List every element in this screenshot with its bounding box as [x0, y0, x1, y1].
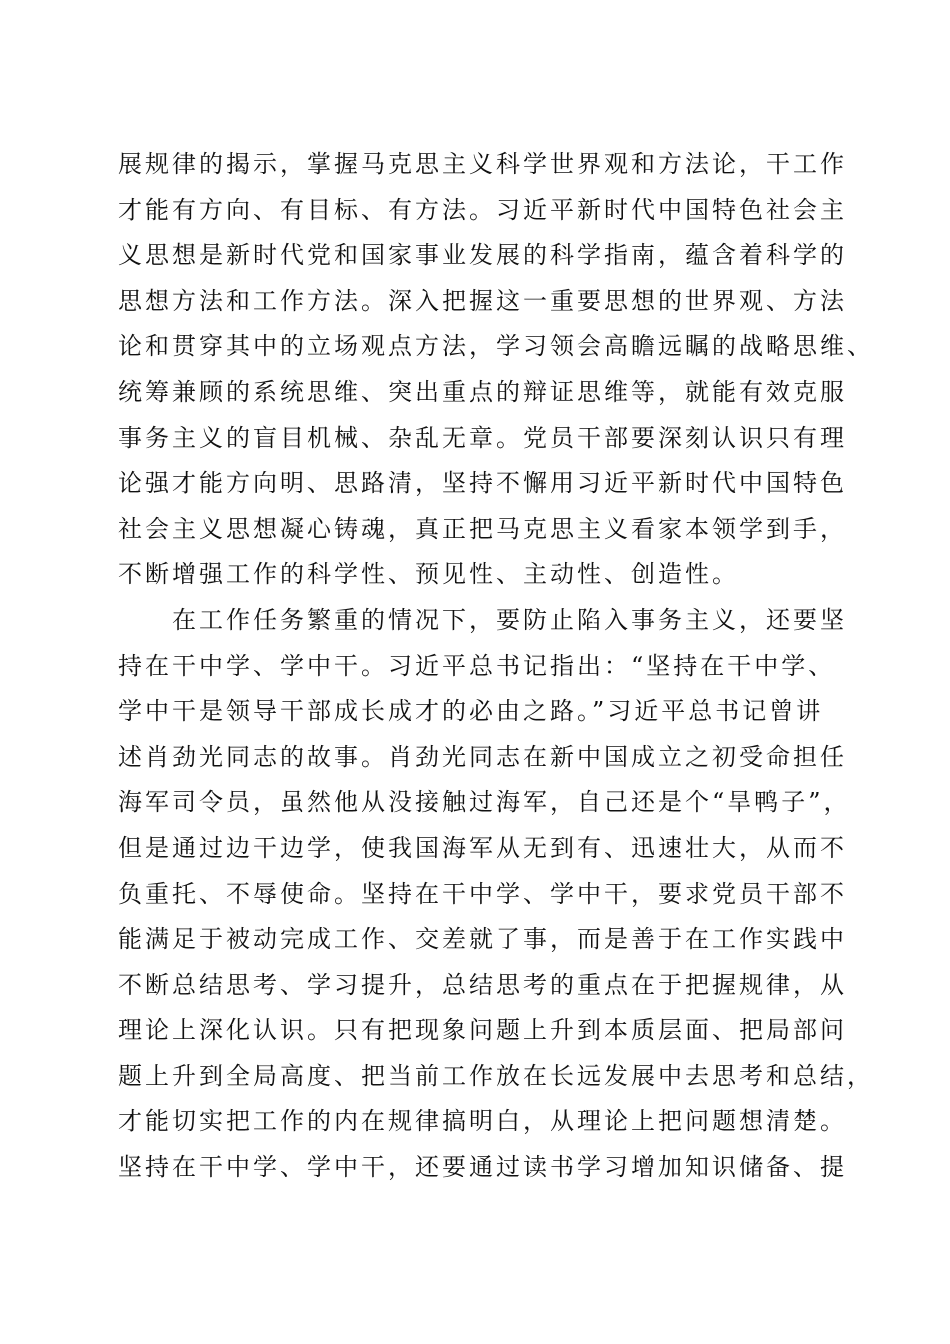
text-line: 义思想是新时代党和国家事业发展的科学指南，蕴含着科学的 [118, 241, 847, 270]
text-line: 述肖劲光同志的故事。肖劲光同志在新中国成立之初受命担任 [118, 742, 847, 771]
text-line: 才能切实把工作的内在规律搞明白，从理论上把问题想清楚。 [118, 1107, 847, 1136]
text-line: 不断总结思考、学习提升，总结思考的重点在于把握规律，从 [118, 970, 847, 999]
text-line: 不断增强工作的科学性、预见性、主动性、创造性。 [118, 560, 739, 589]
text-line: 负重托、不辱使命。坚持在干中学、学中干，要求党员干部不 [118, 879, 847, 908]
text-line: 理论上深化认识。只有把现象问题上升到本质层面、把局部问 [118, 1016, 847, 1045]
text-line: 持在干中学、学中干。习近平总书记指出：“坚持在干中学、 [118, 651, 836, 680]
text-line: 但是通过边干边学，使我国海军从无到有、迅速壮大，从而不 [118, 833, 847, 862]
text-line: 学中干是领导干部成长成才的必由之路。”习近平总书记曾讲 [118, 697, 824, 726]
text-line: 才能有方向、有目标、有方法。习近平新时代中国特色社会主 [118, 195, 847, 224]
text-line: 统筹兼顾的系统思维、突出重点的辩证思维等，就能有效克服 [118, 377, 847, 406]
text-line: 事务主义的盲目机械、杂乱无章。党员干部要深刻认识只有理 [118, 423, 847, 452]
text-line: 社会主义思想凝心铸魂，真正把马克思主义看家本领学到手， [118, 514, 847, 543]
body-text [118, 142, 874, 1191]
text-line: 坚持在干中学、学中干，还要通过读书学习增加知识储备、提 [118, 1153, 847, 1182]
text-line: 能满足于被动完成工作、交差就了事，而是善于在工作实践中 [118, 925, 847, 954]
text-line: 论和贯穿其中的立场观点方法，学习领会高瞻远瞩的战略思维、 [118, 332, 874, 361]
paragraph-start-line: 在工作任务繁重的情况下，要防止陷入事务主义，还要坚 [172, 605, 847, 634]
text-line: 海军司令员，虽然他从没接触过海军，自己还是个“旱鸭子”， [118, 788, 851, 817]
text-line: 思想方法和工作方法。深入把握这一重要思想的世界观、方法 [118, 286, 847, 315]
text-line: 题上升到全局高度、把当前工作放在长远发展中去思考和总结， [118, 1061, 874, 1090]
text-line: 展规律的揭示，掌握马克思主义科学世界观和方法论，干工作 [118, 150, 847, 178]
text-line: 论强才能方向明、思路清，坚持不懈用习近平新时代中国特色 [118, 469, 847, 498]
